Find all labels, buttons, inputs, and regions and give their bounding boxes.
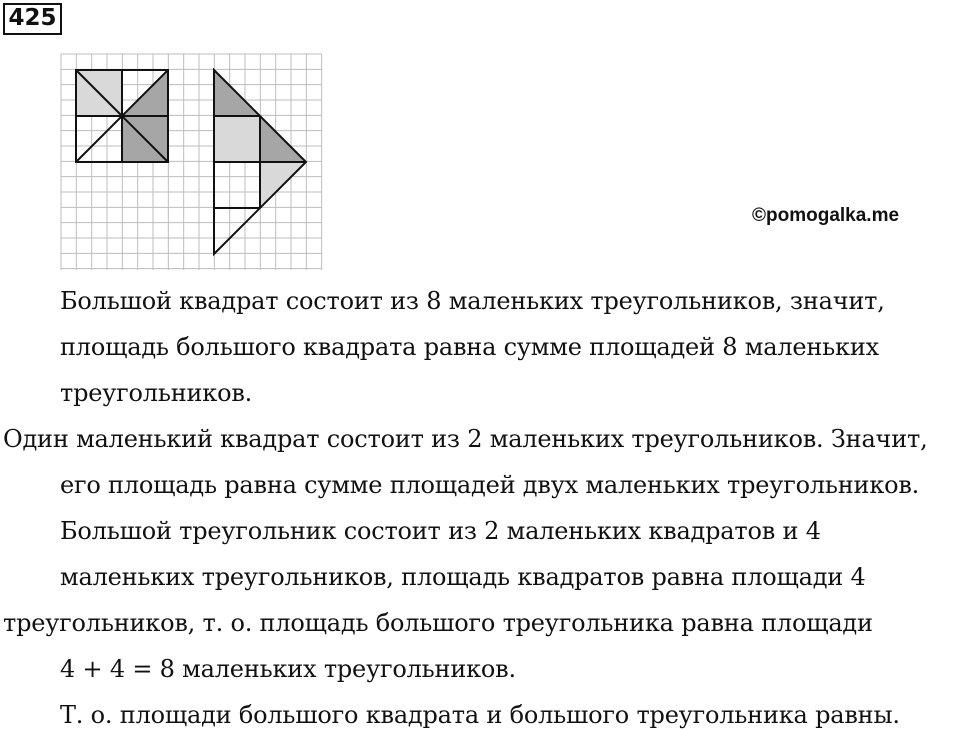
text-line-5: его площадь равна сумме площадей двух маленьких треугольников. bbox=[60, 471, 920, 499]
big-square bbox=[76, 70, 168, 162]
watermark: ©pomogalka.me bbox=[752, 205, 900, 226]
text-line-1: Большой квадрат состоит из 8 маленьких треугольников, значит, bbox=[60, 287, 885, 315]
text-line-8: треугольников, т. о. площадь большого треугольника равна площади bbox=[3, 609, 873, 637]
text-line-9: 4 + 4 = 8 маленьких треугольников. bbox=[60, 655, 516, 683]
text-line-3: треугольников. bbox=[60, 379, 253, 407]
text-line-7: маленьких треугольников, площадь квадратов равна площади 4 bbox=[60, 563, 866, 591]
grid-figure bbox=[0, 0, 340, 280]
text-line-6: Большой треугольник состоит из 2 маленьких квадратов и 4 bbox=[60, 517, 821, 545]
text-line-10: Т. о. площади большого квадрата и большого треугольника равны. bbox=[60, 701, 900, 729]
text-line-2: площадь большого квадрата равна сумме площадей 8 маленьких bbox=[60, 333, 879, 361]
light-square bbox=[214, 116, 260, 162]
problem-number: 425 bbox=[3, 3, 62, 35]
text-line-4: Один маленький квадрат состоит из 2 маленьких треугольников. Значит, bbox=[3, 425, 928, 453]
